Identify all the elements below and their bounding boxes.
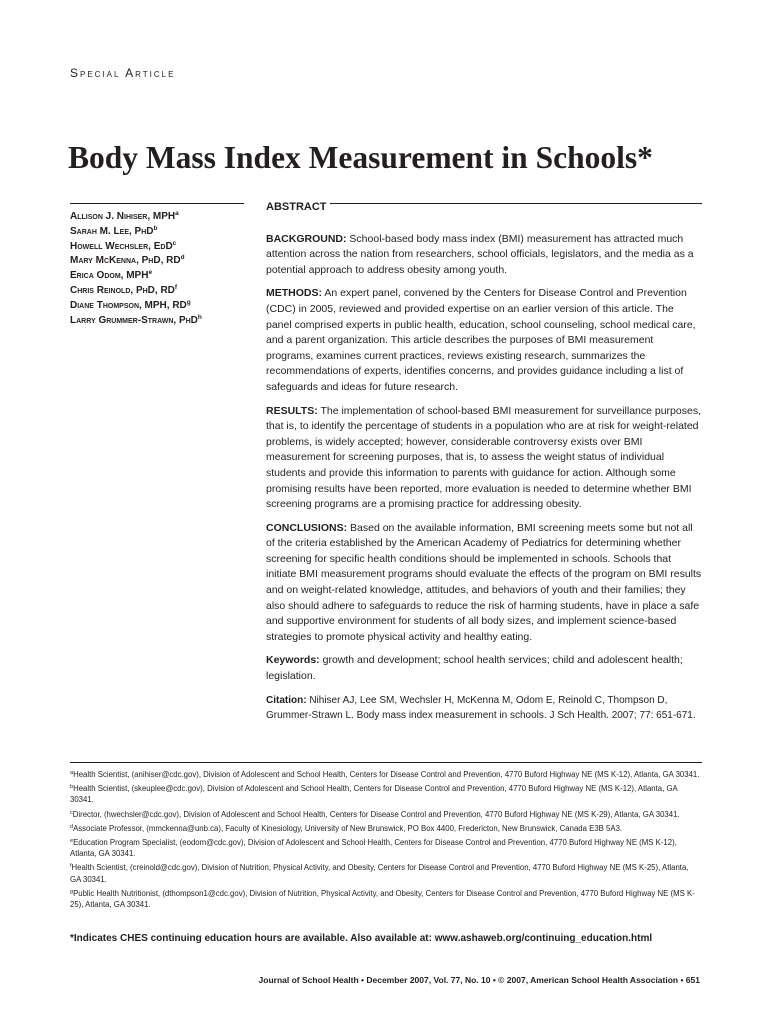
abstract-conclusions: CONCLUSIONS: Based on the available information, BMI screening meets some but not all of the criteria established by the American Academy of Pediatrics for determining whether screening for specific health conditions should be implemented in schools. Schools that initiate BMI measurement programs should evaluate the effects of the program on BMI results and on weight-related knowledge, attitudes, and behaviors of youth and their families; they also should adhere to safeguards to reduce the risk of harming students, have in place a safe and supportive environment for students of all body sizes, and implement science-based strategies to promote physical activity and healthy eating. bbox=[266, 521, 702, 643]
ches-note: *Indicates CHES continuing education hours are available. Also available at: www.ashaweb.org/continuing_education.html bbox=[70, 933, 653, 944]
footnote: $^b$Health Scientist, (skeuplee@cdc.gov), Division of Adolescent and School Health, Centers for Disease Control and Prevention, 4770 Buford Highway NE (MS K-12), Atlanta, GA 30341. bbox=[70, 784, 678, 805]
section-label: Special Article bbox=[70, 66, 176, 80]
author: Chris Reinold, PhD, $RD^f$ bbox=[70, 283, 178, 296]
author-list bbox=[70, 208, 248, 326]
abstract-methods: METHODS: An expert panel, convened by the Centers for Disease Control and Prevention (CDC) in 2005, reviewed and provided expertise on an earlier version of this article. The panel comprised experts in public health, education, school counseling, school medical care, and a parent organization. This article describes the purposes of BMI measurement programs, examines current practices, reviews existing research, summarizes the recommendations of experts, identifies concerns, and provides guidance including a list of safeguards and ideas for future research. bbox=[266, 287, 696, 393]
author: Larry Grummer-Strawn, PhD$^h$ bbox=[70, 313, 202, 326]
author: Diane Thompson, MPH, $RD^g$ bbox=[70, 298, 191, 311]
footnote: $^g$Public Health Nutritionist, (dthompson1@cdc.gov), Division of Nutrition, Physical Activity, and Obesity, Centers for Disease Control and Prevention, 4770 Buford Highway NE (MS K-25), Atlanta, GA 30341. bbox=[70, 888, 695, 910]
footnote: $^c$Director, (hwechsler@cdc.gov), Division of Adolescent and School Health, Centers for Disease Control and Prevention, 4770 Buford Highway NE (MS K-29), Atlanta, GA 30341. bbox=[70, 809, 680, 819]
author: Sarah M. Lee, PhD$^b$ bbox=[70, 224, 158, 237]
footnote: $^e$Education Program Specialist, (eodom@cdc.gov), Division of Adolescent and School Health, Centers for Disease Control and Prevention, 4770 Buford Highway NE (MS K-12), Atlanta, GA 30341. bbox=[70, 838, 677, 859]
abstract bbox=[266, 200, 702, 732]
citation: Citation: Nihiser AJ, Lee SM, Wechsler H, McKenna M, Odom E, Reinold C, Thompson D, Grummer-Strawn L. Body mass index measurement in schools. J Sch Health. 2007; 77: 651-671. bbox=[266, 694, 696, 722]
footnote: $^d$Associate Professor, (mmckenna@unb.ca), Faculty of Kinesiology, University of New Brunswick, PO Box 4400, Fredericton, New Brunswick, Canada E3B 5A3. bbox=[70, 823, 623, 833]
page-footer: Journal of School Health • December 2007, Vol. 77, No. 10 • © 2007, American School Health Association • 651 bbox=[258, 975, 700, 985]
author: Erica Odom, MPH$^e$ bbox=[70, 269, 153, 282]
footnotes bbox=[70, 768, 700, 912]
footnote-rule bbox=[70, 762, 702, 763]
author: Allison J. Nihiser, MPH$^a$ bbox=[70, 210, 179, 222]
authors-rule bbox=[70, 203, 244, 204]
abstract-heading: ABSTRACT bbox=[266, 201, 327, 213]
author: Howell Wechsler, EdD$^c$ bbox=[70, 239, 177, 252]
author: Mary McKenna, PhD, $RD^d$ bbox=[70, 254, 185, 267]
article-title: Body Mass Index Measurement in Schools* bbox=[68, 140, 653, 175]
footnote: $^a$Health Scientist, (anihiser@cdc.gov), Division of Adolescent and School Health, Centers for Disease Control and Prevention, 4770 Buford Highway NE (MS K-12), Atlanta, GA 30341. bbox=[70, 770, 700, 779]
keywords: Keywords: growth and development; school health services; child and adolescent health; legislation. bbox=[266, 654, 683, 683]
footnote: $^f$Health Scientist, (creinold@cdc.gov), Division of Nutrition, Physical Activity, and Obesity, Centers for Disease Control and Prevention, 4770 Buford Highway NE (MS K-25), Atlanta, GA 30341. bbox=[70, 863, 689, 884]
abstract-background: BACKGROUND: School-based body mass index (BMI) measurement has attracted much attention across the nation from researchers, school officials, legislators, and the media as a potential approach to address obesity among youth. bbox=[266, 232, 694, 276]
abstract-results: RESULTS: The implementation of school-based BMI measurement for surveillance purposes, that is, to identify the percentage of students in a population who are at risk for weight-related problems, is widely accepted; however, considerable controversy exists over BMI measurement for screening purposes, that is, to assess the weight status of individual students and provide this information to parents with guidance for action. Although some promising results have been reported, more evaluation is needed to determine whether BMI screening programs are a promising practice for addressing obesity. bbox=[266, 404, 701, 511]
